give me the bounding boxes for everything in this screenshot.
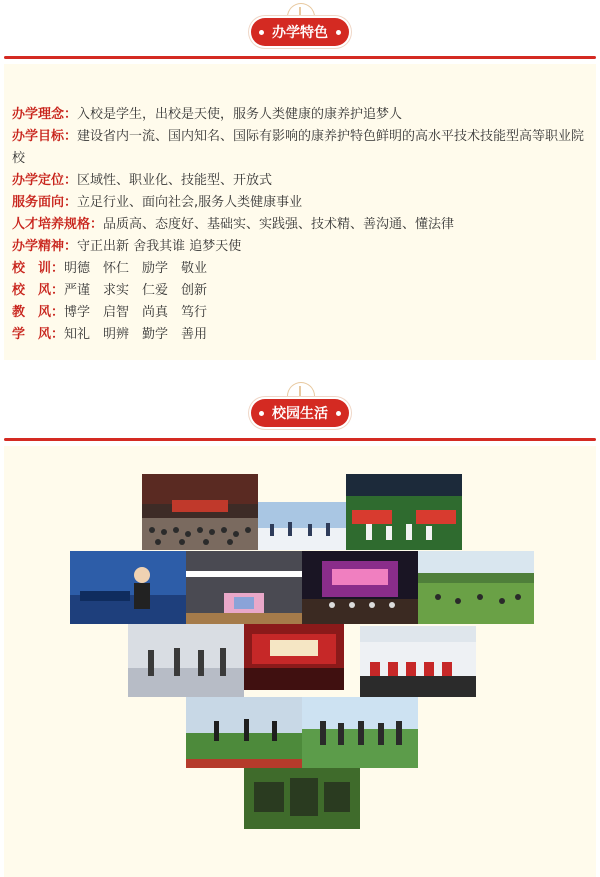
photo-dance-field xyxy=(186,697,302,768)
photo-snow-activity xyxy=(258,502,346,550)
feature-text: 建设省内一流、国内知名、国际有影响的康养护特色鲜明的高水平技术技能型高等职业院校 xyxy=(12,129,585,166)
section-title: 校园生活 xyxy=(272,406,328,422)
feature-text: 品质高、态度好、基础实、实践强、技术精、善沟通、懂法律 xyxy=(103,217,455,232)
feature-text: 严谨 求实 仁爱 创新 xyxy=(64,283,208,298)
feature-label: 教 风： xyxy=(12,305,65,320)
feature-row xyxy=(4,104,596,126)
feature-label: 办学定位： xyxy=(12,173,78,188)
photo-table-tennis xyxy=(70,551,186,624)
photo-gym-stage xyxy=(186,551,302,624)
feature-label: 学 风： xyxy=(12,327,65,342)
feature-row xyxy=(4,192,596,214)
feature-text: 明德 怀仁 励学 敬业 xyxy=(64,261,208,276)
section-divider xyxy=(4,56,596,59)
section-header-features xyxy=(0,0,600,60)
feature-text: 立足行业、面向社会,服务人类健康事业 xyxy=(77,195,303,210)
feature-text: 博学 启智 尚真 笃行 xyxy=(64,305,208,320)
feature-row xyxy=(4,236,596,258)
dot-icon xyxy=(259,411,264,416)
feature-label: 办学理念： xyxy=(12,107,78,122)
section-title: 办学特色 xyxy=(272,25,328,41)
feature-label: 校 训： xyxy=(12,261,65,276)
photo-auditorium-meeting xyxy=(142,474,258,550)
photo-stage-performance xyxy=(302,551,418,624)
photo-award-group xyxy=(360,626,476,697)
section-title-pill xyxy=(251,18,349,46)
feature-row xyxy=(4,324,596,346)
feature-row xyxy=(4,170,596,192)
photo-tug-of-war xyxy=(302,697,418,768)
feature-label: 办学目标： xyxy=(12,129,78,144)
section-header-campus-life xyxy=(0,378,600,438)
dot-icon xyxy=(336,30,341,35)
dot-icon xyxy=(336,411,341,416)
photo-lawn-gathering xyxy=(418,551,534,624)
photo-2024-stage xyxy=(244,624,344,690)
feature-text: 知礼 明辨 勤学 善用 xyxy=(64,327,208,342)
feature-row xyxy=(4,280,596,302)
photo-indoor-sports xyxy=(128,624,244,697)
dot-icon xyxy=(259,30,264,35)
feature-text: 区域性、职业化、技能型、开放式 xyxy=(77,173,273,188)
feature-label: 服务面向： xyxy=(12,195,78,210)
feature-row xyxy=(4,126,596,170)
feature-label: 校 风： xyxy=(12,283,65,298)
feature-text: 守正出新 舍我其谁 追梦天使 xyxy=(77,239,242,254)
section-divider xyxy=(4,438,596,441)
features-card xyxy=(4,64,596,360)
feature-row xyxy=(4,214,596,236)
photo-outdoor-banner-group xyxy=(346,474,462,550)
feature-label: 办学精神： xyxy=(12,239,78,254)
photo-field-formation xyxy=(244,768,360,829)
feature-text: 入校是学生，出校是天使，服务人类健康的康养护追梦人 xyxy=(77,107,403,122)
feature-label: 人才培养规格： xyxy=(12,217,104,232)
section-title-pill xyxy=(251,399,349,427)
feature-row xyxy=(4,258,596,280)
feature-row xyxy=(4,302,596,324)
ornament-icon xyxy=(287,382,315,399)
